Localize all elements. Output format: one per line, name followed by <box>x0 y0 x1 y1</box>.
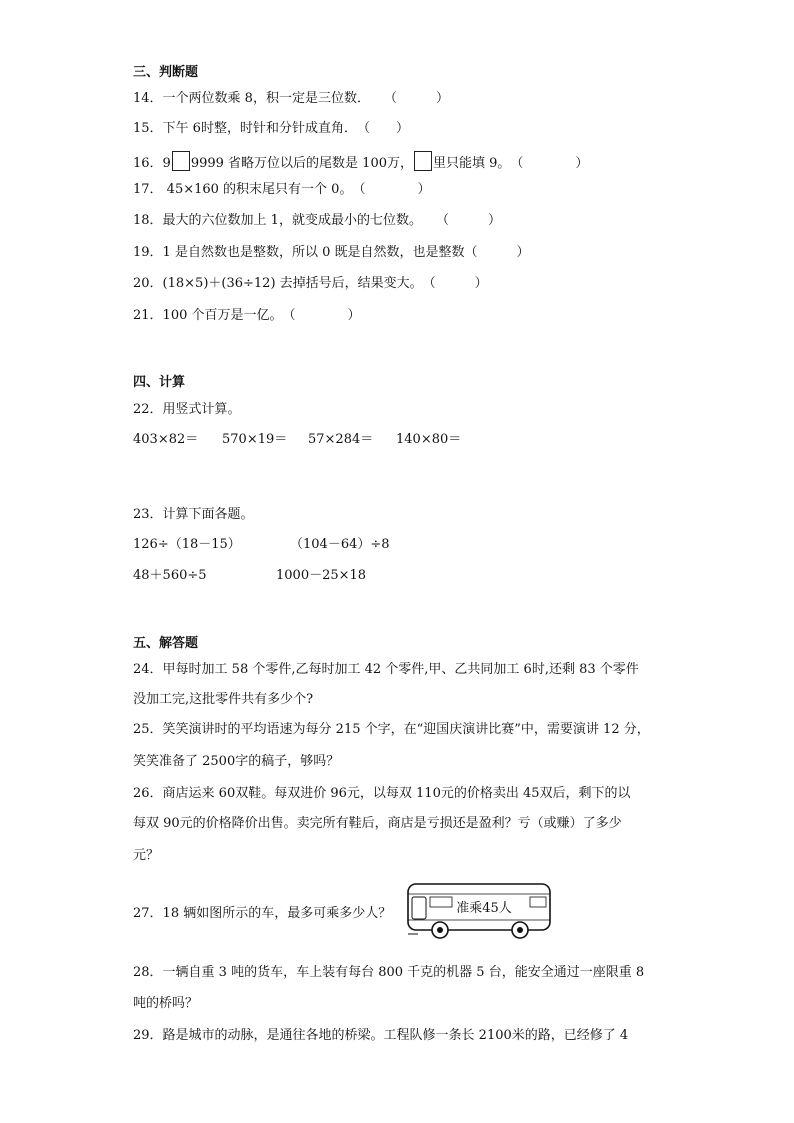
question-26-line1: 26．商店运来 60双鞋。每双进价 96元，以每双 110元的价格卖出 45双后，剩下的以 <box>133 786 631 801</box>
answer-paren-21[interactable]: （ ） <box>282 308 361 323</box>
answer-paren-20[interactable]: （ ） <box>422 276 488 291</box>
calc-item-1: 403×82＝ <box>133 432 199 447</box>
calc-item-5: 126÷（18－15） <box>133 537 241 552</box>
question-14-text: 14．一个两位数乘 8，积一定是三位数． <box>133 91 370 106</box>
question-18-text: 18．最大的六位数加上 1，就变成最小的七位数。 <box>133 213 422 228</box>
question-19-text: 19．1 是自然数也是整数，所以 0 既是自然数，也是整数 <box>133 245 465 260</box>
answer-paren-18[interactable]: （ ） <box>435 213 501 228</box>
calc-item-4: 140×80＝ <box>396 432 462 447</box>
question-22: 22．用竖式计算。 <box>133 402 241 417</box>
section4-heading: 四、计算 <box>133 375 186 390</box>
calc-item-6: （104－64）÷8 <box>290 537 390 552</box>
question-16 <box>133 151 588 173</box>
answer-paren-14[interactable]: （ ） <box>383 91 449 106</box>
question-19 <box>133 244 530 262</box>
section5-heading: 五、解答题 <box>133 636 199 651</box>
question-26-line3: 元？ <box>133 848 160 863</box>
answer-paren-17[interactable]: （ ） <box>352 182 431 197</box>
question-26-line2: 每双 90元的价格降价出售。卖完所有鞋后，商店是亏损还是盈利？亏（或赚）了多少 <box>133 816 622 831</box>
question-25-line1: 25．笑笑演讲时的平均语速为每分 215 个字，在“迎国庆演讲比赛”中，需要演讲 12 分， <box>133 722 650 737</box>
question-15-text: 15．下午 6时整，时针和分针成直角． <box>133 121 357 136</box>
question-28-line2: 吨的桥吗？ <box>133 996 199 1011</box>
question-21 <box>133 307 361 325</box>
question-20-text: 20．(18×5)＋(36÷12) 去掉括号后，结果变大。 <box>133 276 423 291</box>
bus-wheel-hub <box>517 927 523 933</box>
calc-item-7: 48＋560÷5 <box>133 568 207 583</box>
question-24-line2: 没加工完,这批零件共有多少个? <box>133 692 314 707</box>
question-27: 27．18 辆如图所示的车，最多可乘多少人？ <box>133 906 392 921</box>
blank-box[interactable] <box>414 151 432 171</box>
question-18 <box>133 212 501 230</box>
question-20 <box>133 275 488 293</box>
answer-paren-19[interactable]: （ ） <box>464 245 530 260</box>
question-15 <box>133 120 409 138</box>
question-17 <box>133 181 430 199</box>
question-16-mid: 9999 省略万位以后的尾数是 100万， <box>190 156 413 171</box>
question-24-line1: 24．甲每时加工 58 个零件,乙每时加工 42 个零件,甲、乙共同加工 6时,还剩 83 个零件 <box>133 662 639 677</box>
question-16-post: 里只能填 9。 <box>433 156 511 171</box>
section3-heading: 三、判断题 <box>133 65 199 80</box>
answer-paren-15[interactable]: （ ） <box>356 121 409 136</box>
calc-item-2: 570×19＝ <box>222 432 288 447</box>
bus-wheel-hub <box>437 927 443 933</box>
question-25-line2: 笑笑准备了 2500字的稿子，够吗？ <box>133 754 340 769</box>
question-16-pre: 16．9 <box>133 156 171 171</box>
question-17-text: 17． 45×160 的积末尾只有一个 0。 <box>133 182 353 197</box>
question-28-line1: 28．一辆自重 3 吨的货车，车上装有每台 800 千克的机器 5 台，能安全通过一座限重 8 <box>133 965 645 980</box>
answer-paren-16[interactable]: （ ） <box>510 156 589 171</box>
calc-item-3: 57×284＝ <box>308 432 374 447</box>
calc-item-8: 1000－25×18 <box>276 568 367 583</box>
question-23: 23．计算下面各题。 <box>133 507 254 522</box>
blank-box[interactable] <box>172 151 190 171</box>
question-21-text: 21．100 个百万是一亿。 <box>133 308 283 323</box>
question-14 <box>133 90 449 108</box>
bus-capacity-label: 准乘45人 <box>456 901 512 916</box>
question-29-line1: 29．路是城市的动脉，是通往各地的桥梁。工程队修一条长 2100米的路，已经修了 4 <box>133 1028 629 1043</box>
bus-illustration <box>404 880 552 942</box>
